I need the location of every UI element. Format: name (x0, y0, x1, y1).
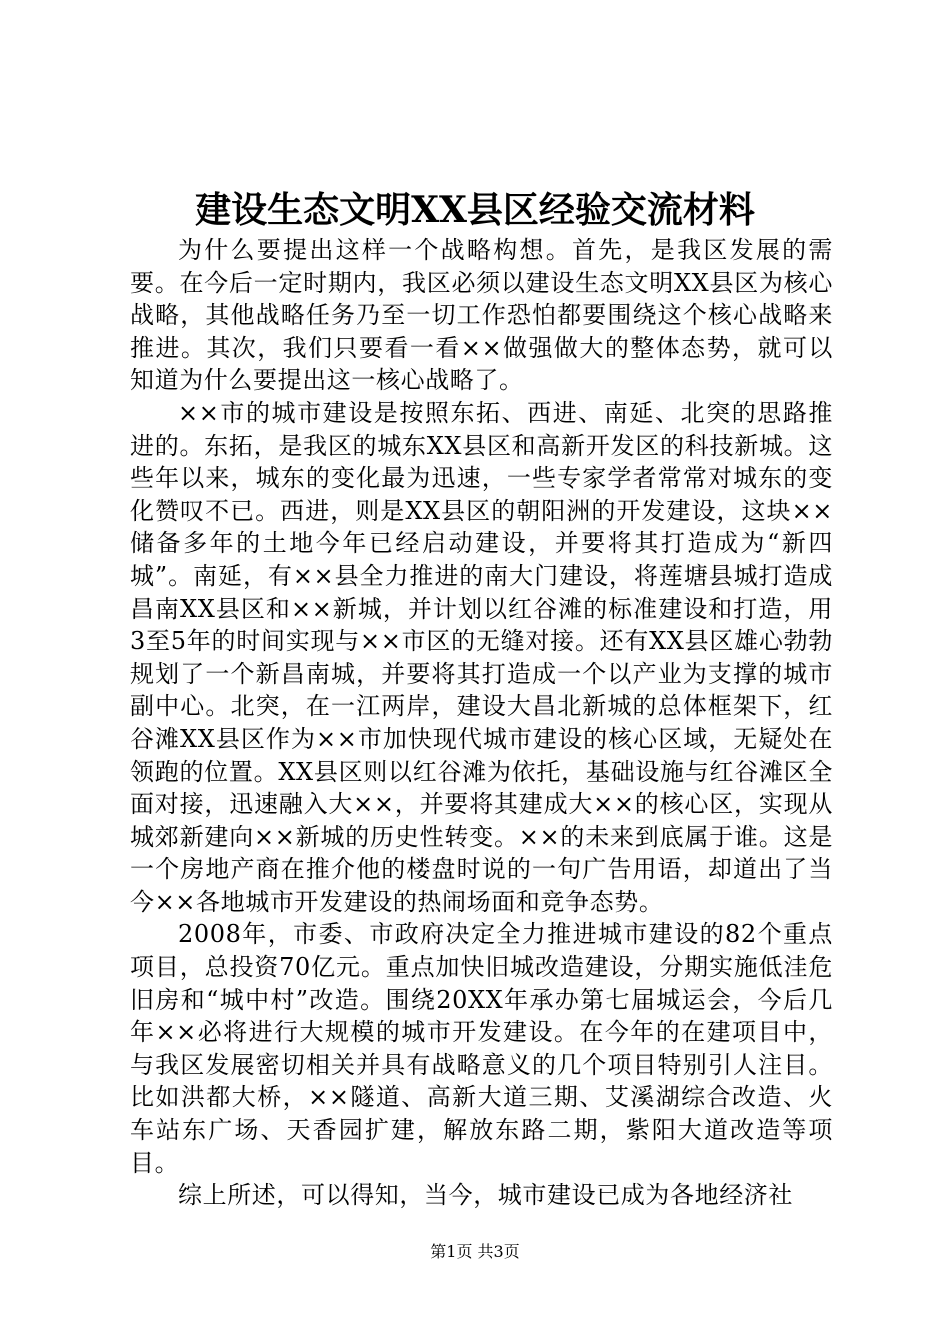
paragraph: 2008年，市委、市政府决定全力推进城市建设的82个重点项目，总投资70亿元。重点加快旧城改造建设，分期实施低洼危旧房和“城中村”改造。围绕20XX年承办第七届城运会，今后几年××必将进行大规模的城市开发建设。在今年的在建项目中，与我区发展密切相关并具有战略意义的几个项目特别引人注目。比如洪都大桥，××隧道、高新大道三期、艾溪湖综合改造、火车站东广场、天香园扩建，解放东路二期，紫阳大道改造等项目。 (130, 920, 833, 1177)
document-body (130, 234, 833, 1212)
document-title: 建设生态文明XX县区经验交流材料 (195, 189, 755, 231)
paragraph: ××市的城市建设是按照东拓、西进、南延、北突的思路推进的。东拓，是我区的城东XX县区和高新开发区的科技新城。这些年以来，城东的变化最为迅速，一些专家学者常常对城东的变化赞叹不已。西进，则是XX县区的朝阳洲的开发建设，这块××储备多年的土地今年已经启动建设，并要将其打造成为“新四城”。南延，有××县全力推进的南大门建设，将莲塘县城打造成昌南XX县区和××新城，并计划以红谷滩的标准建设和打造，用3至5年的时间实现与××市区的无缝对接。还有XX县区雄心勃勃规划了一个新昌南城，并要将其打造成一个以产业为支撑的城市副中心。北突，在一江两岸，建设大昌北新城的总体框架下，红谷滩XX县区作为××市加快现代城市建设的核心区域，无疑处在领跑的位置。XX县区则以红谷滩为依托，基础设施与红谷滩区全面对接，迅速融入大××，并要将其建成大××的核心区，实现从城郊新建向××新城的历史性转变。××的未来到底属于谁。这是一个房地产商在推介他的楼盘时说的一句广告用语，却道出了当今××各地城市开发建设的热闹场面和竞争态势。 (130, 398, 833, 916)
paragraph: 为什么要提出这样一个战略构想。首先，是我区发展的需要。在今后一定时期内，我区必须以建设生态文明XX县区为核心战略，其他战略任务乃至一切工作恐怕都要围绕这个核心战略来推进。其次，我们只要看一看××做强做大的整体态势，就可以知道为什么要提出这一核心战略了。 (130, 236, 833, 395)
paragraph: 综上所述，可以得知，当今，城市建设已成为各地经济社 (178, 1181, 793, 1210)
page-footer: 第1页 共3页 (430, 1242, 520, 1261)
